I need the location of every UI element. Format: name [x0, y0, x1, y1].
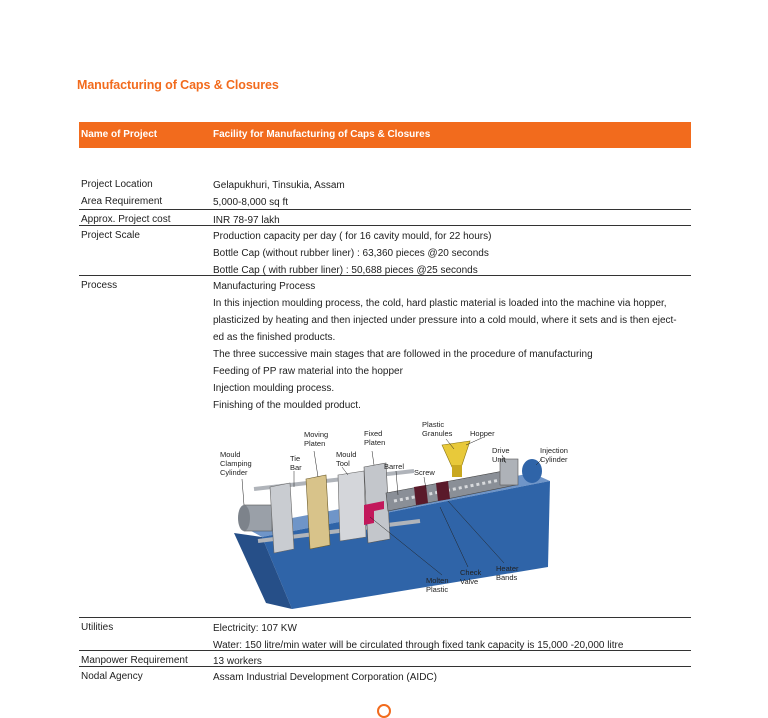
label-moving-platen: Moving Platen — [304, 430, 329, 448]
clamping-cylinder-end — [238, 505, 250, 531]
project-header-bar — [79, 122, 691, 148]
value-line: Injection moulding process. — [213, 383, 335, 394]
injection-moulding-machine-diagram — [214, 415, 584, 613]
value-line: plasticized by heating and then injected under pressure into a cold mould, where it sets and is then eject- — [213, 315, 677, 326]
hopper-neck — [452, 465, 462, 477]
row-project-location — [79, 175, 691, 192]
value-line: Gelapukhuri, Tinsukia, Assam — [213, 180, 345, 191]
row-label: Nodal Agency — [81, 671, 143, 682]
label-mould-tool: Mould Tool — [336, 450, 357, 468]
label-screw: Screw — [414, 468, 435, 477]
value-line: 13 workers — [213, 656, 262, 667]
row-nodal-agency — [79, 666, 691, 684]
row-label: Project Scale — [81, 230, 140, 241]
label-heater-bands: Heater Bands — [496, 564, 519, 582]
label-injection-cylinder: Injection Cylinder — [540, 446, 568, 464]
value-line: INR 78-97 lakh — [213, 215, 280, 226]
row-label: Area Requirement — [81, 196, 163, 207]
row-project-cost — [79, 209, 691, 226]
value-line: Feeding of PP raw material into the hopper — [213, 366, 403, 377]
moving-platen — [306, 475, 330, 549]
label-mould-clamping-cylinder: Mould Clamping Cylinder — [220, 450, 252, 477]
row-project-scale — [79, 225, 691, 276]
row-utilities — [79, 617, 691, 651]
value-line: In this injection moulding process, the cold, hard plastic material is loaded into the machine via hopper, — [213, 298, 667, 309]
value-line: The three successive main stages that are followed in the procedure of manufacturing — [213, 349, 593, 360]
row-value — [213, 669, 685, 686]
label-barrel: Barrel — [384, 462, 405, 471]
label-fixed-platen: Fixed Platen — [364, 429, 386, 447]
value-line: Production capacity per day ( for 16 cavity mould, for 22 hours) — [213, 231, 492, 242]
hopper-shape — [442, 441, 470, 467]
value-line: Water: 150 litre/min water will be circulated through fixed tank capacity is 15,000 -20,000 litre — [213, 640, 624, 651]
row-value — [213, 278, 685, 414]
row-label: Project Location — [81, 179, 153, 190]
label-molten-plastic: Molten Plastic — [426, 576, 449, 594]
rear-platen — [270, 483, 294, 553]
row-label: Utilities — [81, 622, 114, 633]
value-line: Electricity: 107 KW — [213, 623, 297, 634]
page-title: Manufacturing of Caps & Closures — [77, 78, 279, 92]
row-label: Process — [81, 280, 118, 291]
heater-band — [436, 481, 450, 501]
value-line: Bottle Cap (without rubber liner) : 63,360 pieces @20 seconds — [213, 248, 489, 259]
row-label: Approx. Project cost — [81, 214, 171, 225]
machine-illustration — [214, 415, 584, 613]
page-marker-circle — [377, 704, 391, 718]
label-hopper: Hopper — [470, 429, 495, 438]
row-manpower — [79, 650, 691, 667]
mould-tool — [338, 471, 366, 541]
value-line: Manufacturing Process — [213, 281, 316, 292]
value-line: ed as the finished products. — [213, 332, 336, 343]
header-value: Facility for Manufacturing of Caps & Closures — [213, 129, 431, 140]
label-tie-bar: Tie Bar — [290, 454, 302, 472]
value-line: 5,000-8,000 sq ft — [213, 197, 289, 208]
row-value — [213, 620, 685, 654]
row-area-requirement — [79, 192, 691, 209]
label-check-valve: Check Valve — [460, 568, 482, 586]
value-line: Assam Industrial Development Corporation (AIDC) — [213, 672, 437, 683]
value-line: Finishing of the moulded product. — [213, 400, 361, 411]
injection-cylinder-shape — [522, 459, 542, 483]
label-drive-unit: Drive Unit — [492, 446, 510, 464]
label-plastic-granules: Plastic Granules — [422, 420, 453, 438]
row-label: Manpower Requirement — [81, 655, 188, 666]
value-line: Bottle Cap ( with rubber liner) : 50,688 pieces @25 seconds — [213, 265, 478, 276]
row-value — [213, 228, 685, 279]
header-label: Name of Project — [81, 129, 158, 140]
